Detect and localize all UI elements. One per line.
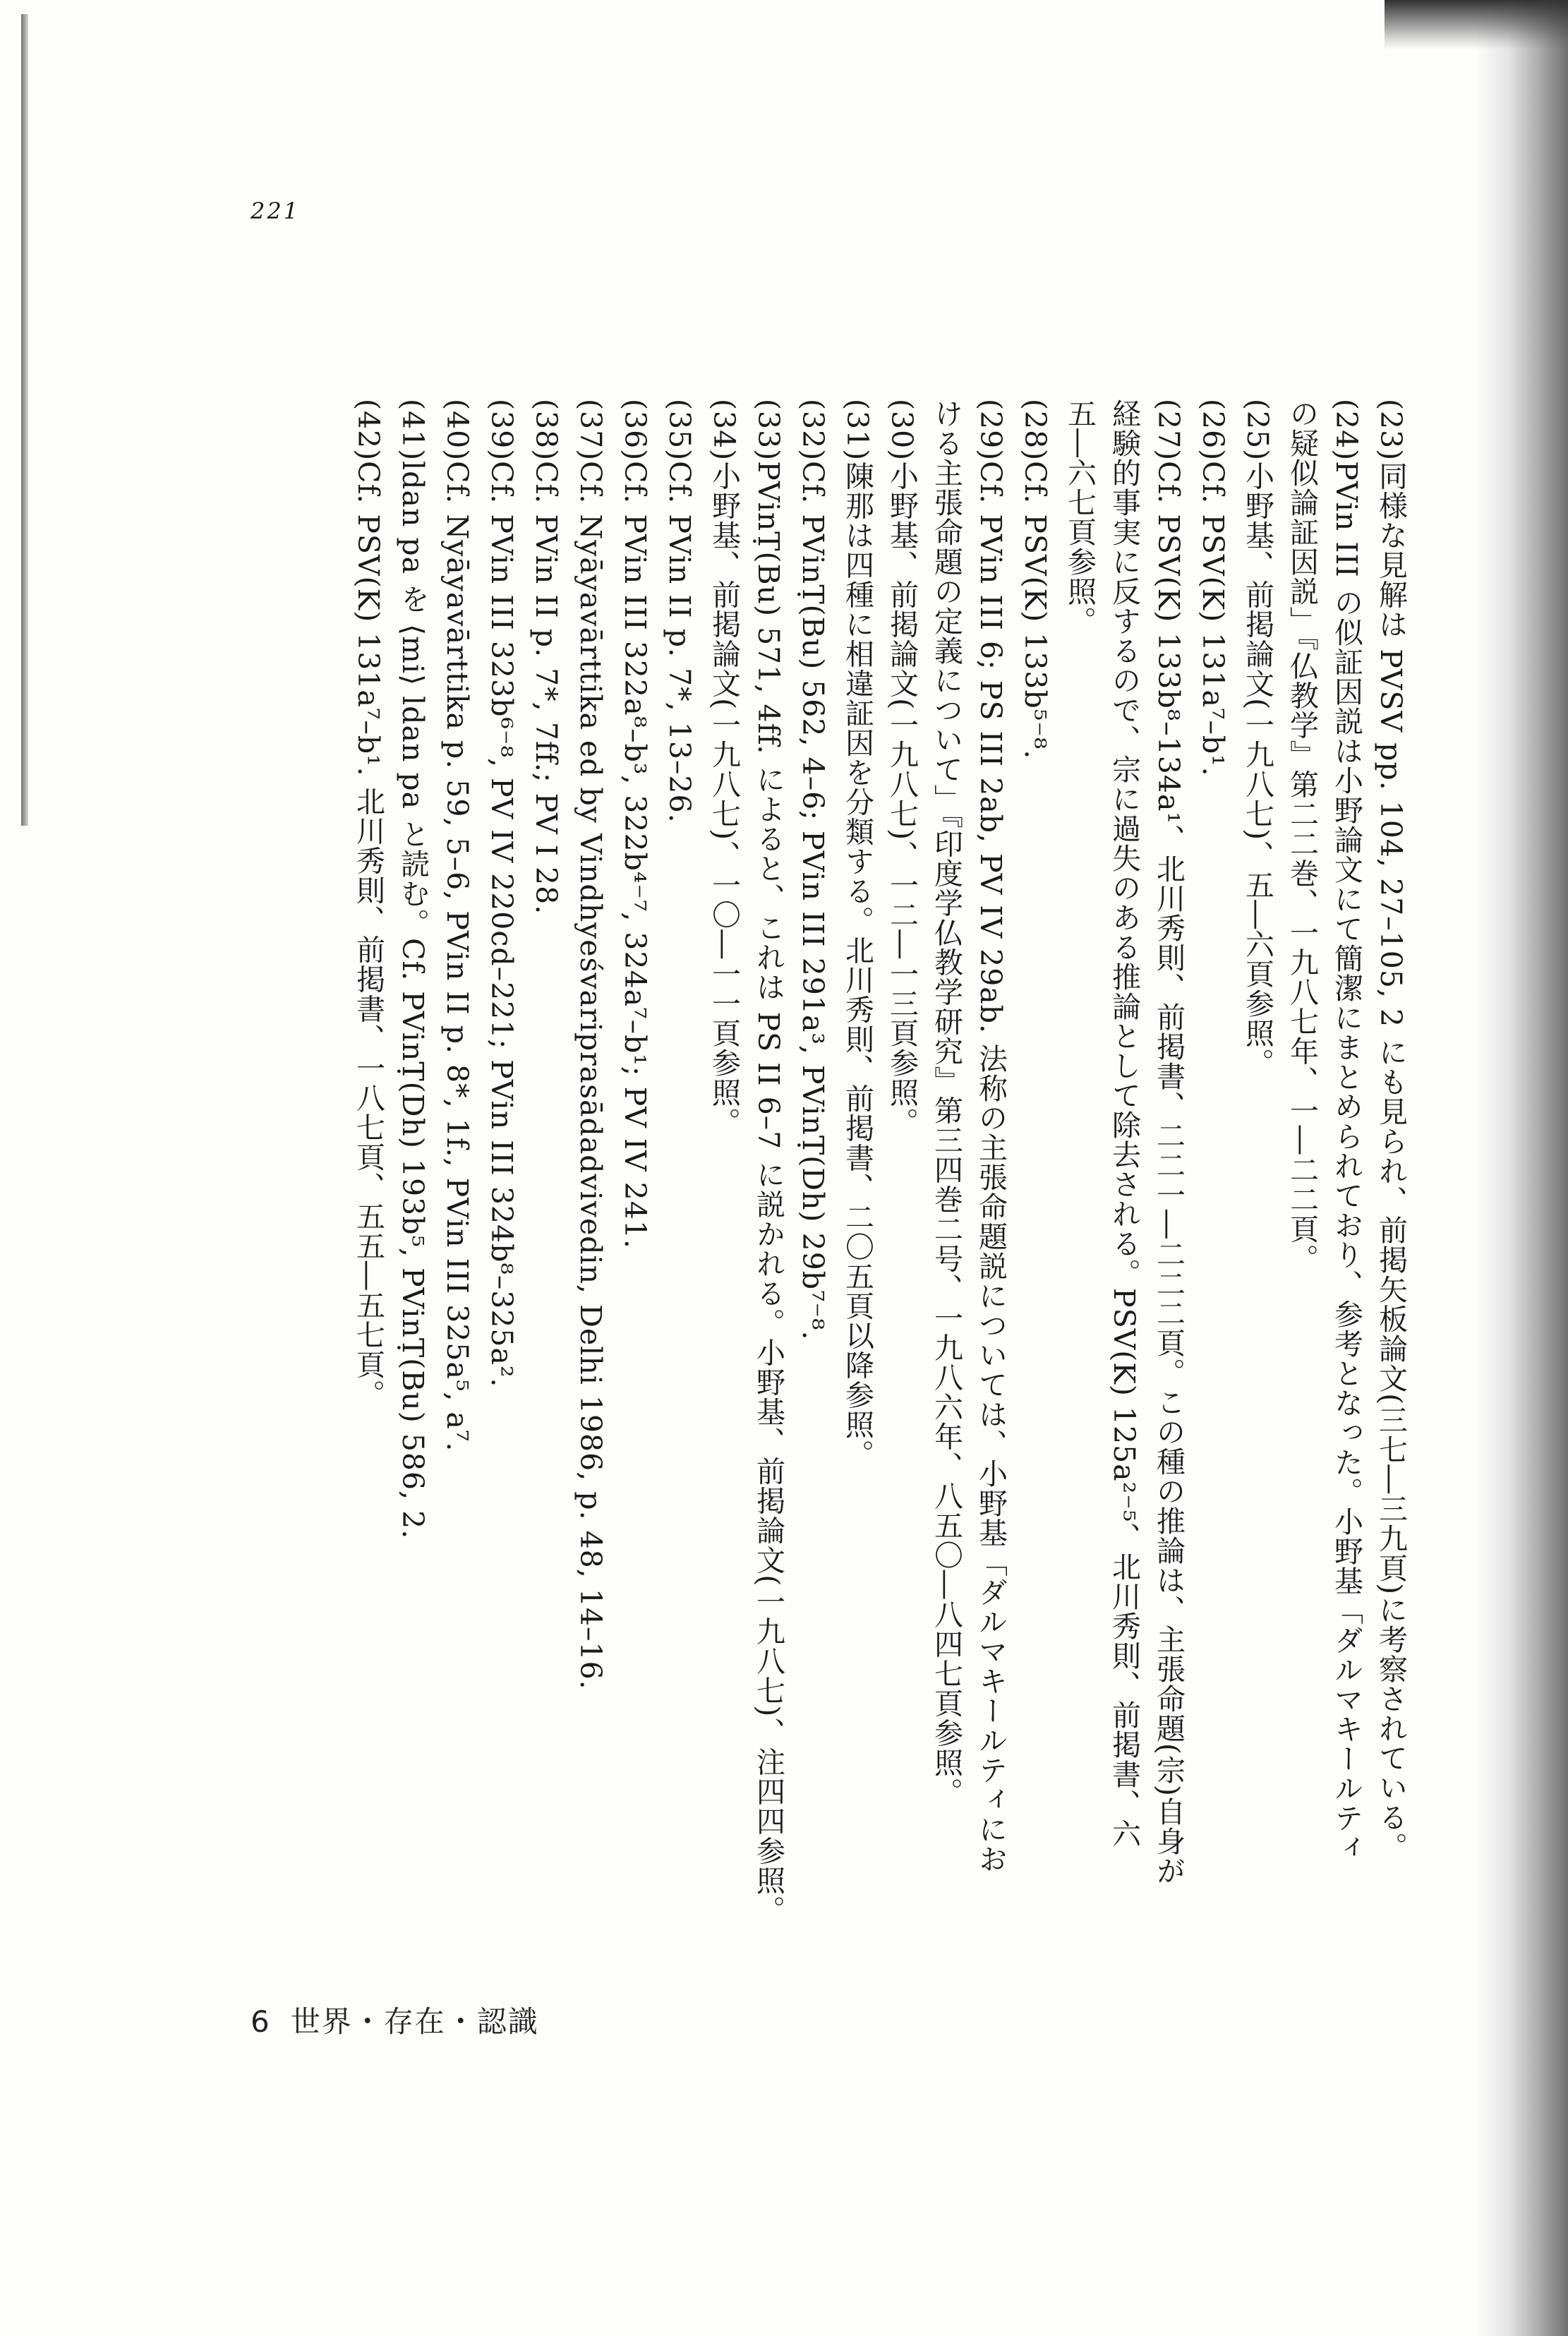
note-27-continuation (1057, 399, 1102, 1951)
note-number: (32) (796, 399, 830, 462)
note-number: (33) (752, 399, 785, 462)
note-40 (435, 399, 479, 1951)
note-24 (1324, 399, 1368, 1951)
note-32 (790, 399, 835, 1951)
note-text: Cf. PSV(K) 133b⁵⁻⁸. (1018, 461, 1052, 760)
note-text: 経験的事実に反するので、宗に過失のある推論として除去される。PSV(K) 125a²⁻⁵、北川秀則、前掲書、六 (1107, 399, 1141, 1849)
note-text: ける主張命題の定義について」『印度学仏教学研究』第三四巻二号、一九八六年、八五〇―八四七頁参照。 (929, 399, 963, 1807)
note-35 (657, 399, 701, 1951)
note-27-continuation (1102, 399, 1146, 1951)
note-number: (30) (885, 399, 919, 462)
note-number: (35) (663, 399, 696, 462)
running-footer (251, 1999, 539, 2041)
note-text: Cf. Nyāyavārttika p. 59, 5–6, PVin II p. 8*, 1f., PVin III 325a⁵, a⁷. (440, 461, 474, 1452)
note-38 (524, 399, 568, 1951)
note-number: (41) (396, 399, 430, 462)
note-text: Cf. PVin II p. 7*, 7ff.; PV I 28. (529, 461, 563, 915)
note-30 (879, 399, 924, 1951)
note-text: 同様な見解は PVSV pp. 104, 27–105, 2 にも見られ、前掲矢板論文(三七―三九頁)に考察されている。 (1374, 461, 1408, 1862)
note-text: 五―六七頁参照。 (1063, 399, 1097, 636)
note-number: (36) (618, 399, 652, 462)
footer-title: 世界・存在・認識 (290, 2004, 539, 2039)
note-number: (23) (1374, 399, 1408, 462)
note-number: (25) (1241, 399, 1274, 462)
note-26 (1190, 399, 1235, 1951)
note-text: Cf. Nyāyavārttika ed by Vindhyeśvariprasādadvivedin, Delhi 1986, p. 48, 14–16. (574, 461, 608, 1690)
page-number: 221 (251, 198, 301, 224)
note-text: 小野基、前掲論文(一九八七)、一二―一三頁参照。 (885, 461, 919, 1138)
note-text: PVinṬ(Bu) 571, 4ff. によると、これは PS II 6–7 に説かれる。小野基、前掲論文(一九八七)、注四四参照。 (752, 461, 785, 1925)
note-text: Cf. PVin III 6; PS III 2ab, PV IV 29ab. 法称の主張命題説については、小野基「ダルマキールティにお (974, 461, 1008, 1874)
note-37 (568, 399, 613, 1951)
note-41 (390, 399, 435, 1951)
page-curl-shadow (1476, 0, 1568, 2336)
note-number: (37) (574, 399, 608, 462)
note-24-continuation (1279, 399, 1324, 1951)
note-number: (38) (529, 399, 563, 462)
note-text: Cf. PVinṬ(Bu) 562, 4–6; PVin III 291a³, PVinṬ(Dh) 29b⁷⁻⁸. (796, 461, 830, 1341)
note-text: PVin III の似証因説は小野論文にて簡潔にまとめられており、参考となった。小野基「ダルマキールティ (1329, 461, 1363, 1862)
note-text: Cf. PSV(K) 131a⁷–b¹. 北川秀則、前掲書、一八七頁、五五―五七頁。 (351, 461, 385, 1409)
corner-shadow (1385, 0, 1568, 49)
note-29 (968, 399, 1013, 1951)
note-number: (34) (707, 399, 741, 462)
note-25 (1235, 399, 1279, 1951)
note-42 (346, 399, 390, 1951)
footer-number: 6 (251, 2004, 271, 2039)
note-number: (40) (440, 399, 474, 462)
note-text: 小野基、前掲論文(一九八七)、一〇―一一頁参照。 (707, 461, 741, 1138)
note-28 (1013, 399, 1057, 1951)
note-number: (31) (840, 399, 874, 462)
note-number: (27) (1152, 399, 1186, 462)
note-text: Cf. PSV(K) 131a⁷–b¹. (1196, 461, 1230, 777)
note-text: ldan pa を ⟨mi⟩ ldan pa と読む。Cf. PVinṬ(Dh) 193b⁵, PVinṬ(Bu) 586, 2. (396, 461, 430, 1540)
note-text: の疑似論証因説」『仏教学』第二二巻、一九八七年、一―二二頁。 (1285, 399, 1319, 1274)
note-number: (24) (1329, 399, 1363, 462)
note-text: Cf. PVin II p. 7*, 13–26. (663, 461, 696, 824)
note-text: Cf. PSV(K) 133b⁸–134a¹、北川秀則、前掲書、二二一―二二二頁。この種の推論は、主張命題(宗)自身が (1152, 461, 1186, 1886)
note-number: (26) (1196, 399, 1230, 462)
note-39 (479, 399, 524, 1951)
note-33 (746, 399, 790, 1951)
note-number: (28) (1018, 399, 1052, 462)
note-29-continuation (924, 399, 968, 1951)
note-number: (39) (485, 399, 519, 462)
note-text: 陳那は四種に相違証因を分類する。北川秀則、前掲書、二〇五頁以降参照。 (840, 461, 874, 1469)
note-34 (701, 399, 746, 1951)
note-text: 小野基、前掲論文(一九八七)、五―六頁参照。 (1241, 461, 1274, 1078)
note-31 (835, 399, 879, 1951)
binding-shadow (21, 14, 28, 826)
note-number: (29) (974, 399, 1008, 462)
note-27 (1146, 399, 1190, 1951)
note-text: Cf. PVin III 322a⁸–b³, 322b⁴⁻⁷, 324a⁷–b¹; PV IV 241. (618, 461, 652, 1249)
note-23 (1368, 399, 1413, 1951)
note-number: (42) (351, 399, 385, 462)
endnotes-column (346, 399, 1413, 1951)
note-36 (613, 399, 657, 1951)
note-text: Cf. PVin III 323b⁶⁻⁸, PV IV 220cd–221; PVin III 324b⁸–325a². (485, 461, 519, 1388)
